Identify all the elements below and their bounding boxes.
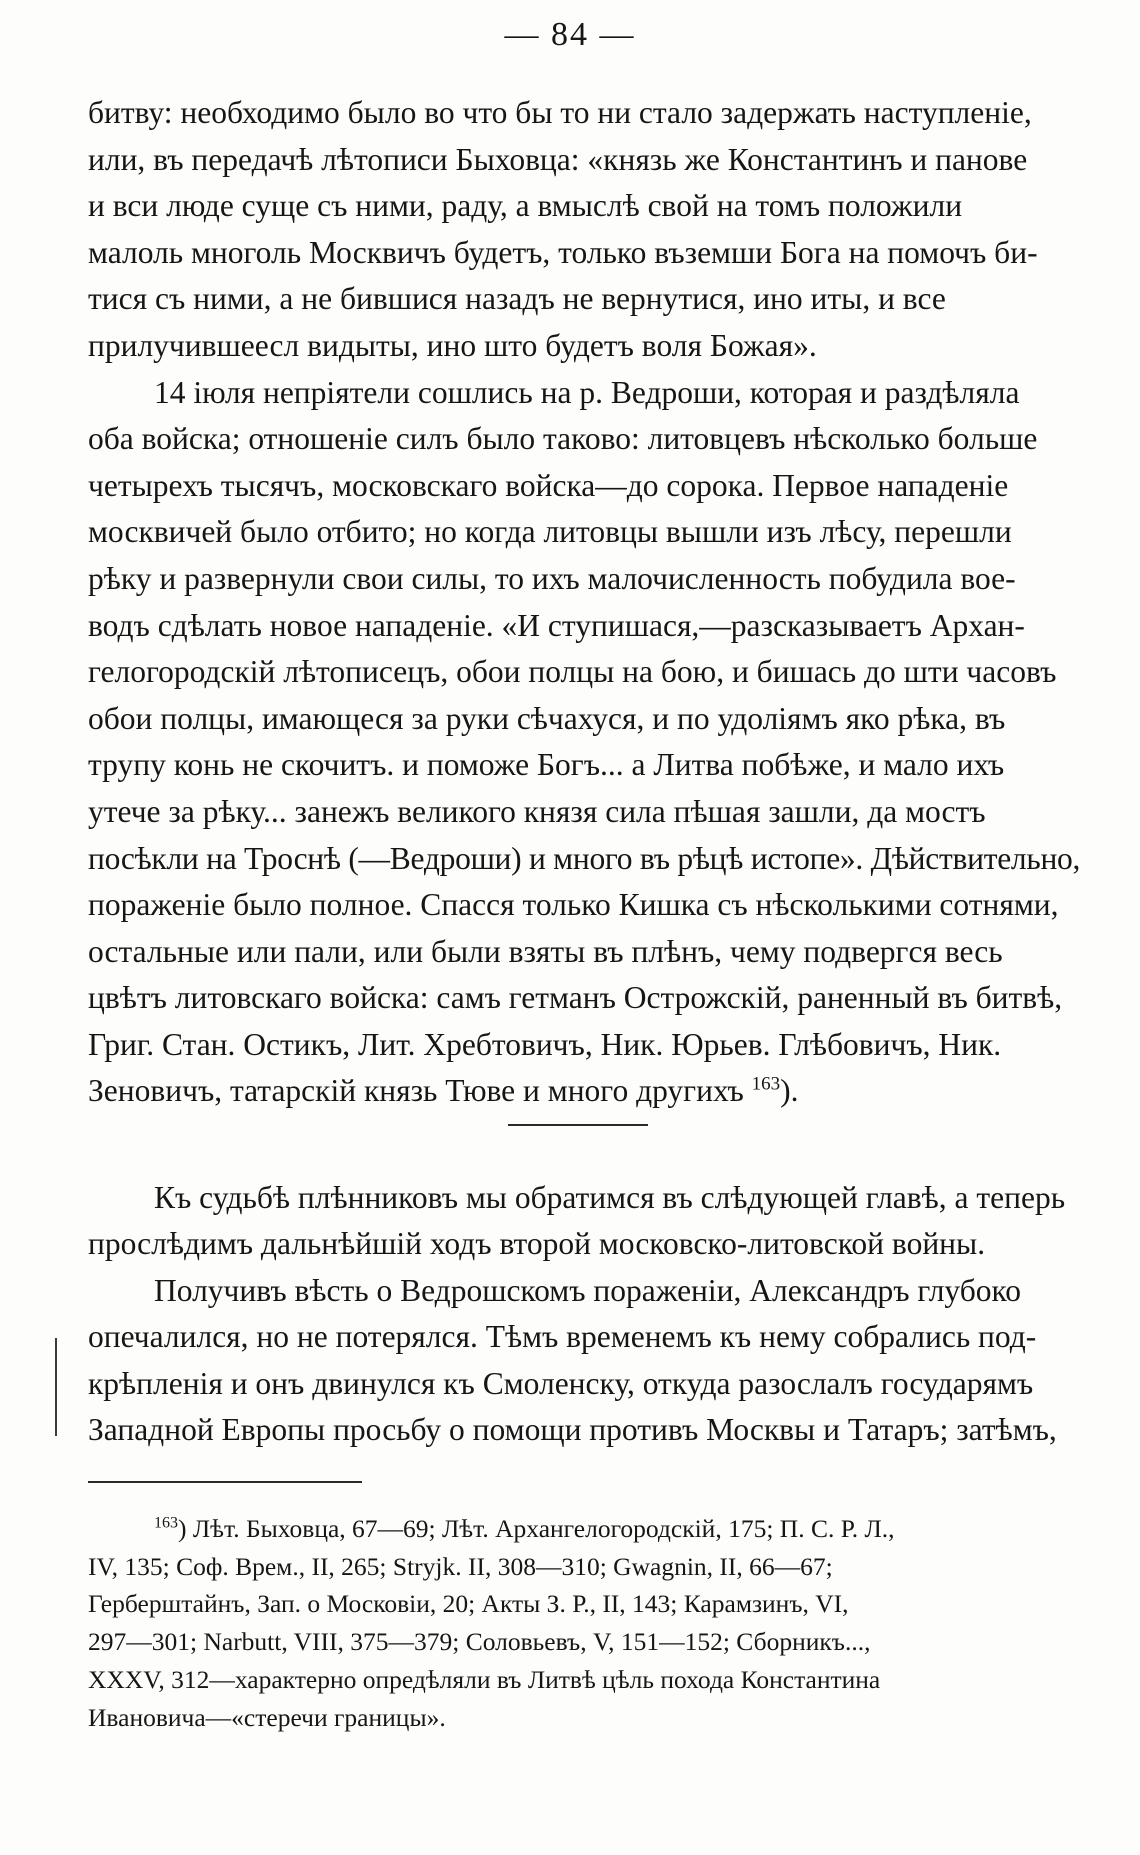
footnote-number: 163 [154,1514,178,1532]
text-line: москвичей было отбито; но когда литовцы вышли изъ лѣсу, перешли [88,514,1012,550]
margin-pencil-mark [55,1338,57,1436]
footnotes-block [88,1510,1080,1736]
text-line: опечалился, но не потерялся. Тѣмъ временемъ къ нему собрались под- [88,1319,1037,1355]
paragraph-battle-decision [88,90,1080,370]
text-line: малоль многоль Москвичъ будетъ, только въземши Бога на помочъ би- [88,234,1038,270]
text-line: остальные или пали, или были взяты въ плѣнъ, чему подвергся весь [88,933,1003,969]
text-line: посѣкли на Троснѣ (—Ведроши) и много въ рѣцѣ истопе». Дѣйствительно, [88,840,1081,876]
text-line: или, въ передачѣ лѣтописи Быховца: «князь же Константинъ и панове [88,141,1028,177]
text-line: Западной Европы просьбу о помощи противъ Москвы и Татаръ; затѣмъ, [88,1412,1057,1448]
text-line: Получивъ вѣсть о Ведрошскомъ пораженіи, Александръ глубоко [154,1272,1021,1308]
footnote-line: Ивановича—«стеречи границы». [88,1702,446,1732]
text-line: тися съ ними, а не бившися назадъ не вернутися, ино иты, и все [88,281,946,317]
paragraph-alexander [88,1268,1080,1454]
continuation-text-block [88,1175,1080,1453]
text-line: крѣпленія и онъ двинулся къ Смоленску, откуда разослалъ государямъ [88,1365,1034,1401]
text-line: прилучившеесл видыты, ино што будетъ воля Божая». [88,327,817,363]
footnote-divider [88,1481,362,1483]
text-line: Григ. Стан. Остикъ, Лит. Хребтовичъ, Ник. Юрьев. Глѣбовичъ, Ник. [88,1026,1002,1062]
footnote-line: Герберштайнъ, Зап. о Московіи, 20; Акты З. Р., II, 143; Карамзинъ, VI, [88,1589,849,1619]
text-line-last [88,1068,1080,1115]
text-line: пораженіе было полное. Спасся только Кишка съ нѣсколькими сотнями, [88,887,1059,923]
text-line: битву: необходимо было во что бы то ни стало задержать наступленіе, [88,95,1032,130]
text-line: прослѣдимъ дальнѣйшій ходъ второй московско-литовской войны. [88,1226,986,1262]
text-line: четырехъ тысячъ, московскаго войска—до сорока. Первое нападеніе [88,467,1009,503]
section-divider [508,1124,648,1126]
text-line: трупу конь не скочитъ. и поможе Богъ... а Литва побѣже, и мало ихъ [88,747,1005,783]
text-line: оба войска; отношеніе силъ было таково: литовцевъ нѣсколько больше [88,421,1038,457]
footnote-line: 297—301; Narbutt, VIII, 375—379; Соловьевъ, V, 151—152; Сборникъ..., [88,1627,871,1657]
paragraph-transition [88,1175,1080,1268]
text-line: обои полцы, имающеся за руки сѣчахуся, и по удоліямъ яко рѣка, въ [88,700,1006,736]
text-line: гелогородскій лѣтописецъ, обои полцы на бою, и бишась до шти часовъ [88,654,1057,690]
page-number: — 84 — [504,16,636,53]
text-line: рѣку и развернули свои силы, то ихъ малочисленность побудила вое- [88,560,1016,596]
footnote-line: IV, 135; Соф. Врем., II, 265; Stryjk. II, 308—310; Gwagnin, II, 66—67; [88,1551,833,1581]
text-line: Зеновичъ, татарскій князь Тюве и много другихъ [88,1073,744,1109]
text-line: 14 іюля непріятели сошлись на р. Ведроши, которая и раздѣляла [154,374,1020,410]
text-line: Къ судьбѣ плѣнниковъ мы обратимся въ слѣдующей главѣ, а теперь [154,1180,1066,1215]
text-line: утече за рѣку... занежъ великого князя сила пѣшая зашли, да мостъ [88,793,986,829]
text-line: и вси люде суще съ ними, раду, а вмыслѣ свой на томъ положили [88,188,963,224]
footnote-line: XXXV, 312—характерно опредѣляли въ Литвѣ цѣль похода Константина [88,1664,881,1694]
text-line: цвѣтъ литовскаго войска: самъ гетманъ Острожскій, раненный въ битвѣ, [88,980,1063,1016]
footnote-reference: 163 [751,1073,781,1095]
text-line-end: ). [780,1073,799,1109]
text-line: водъ сдѣлать новое нападеніе. «И ступишася,—разсказываетъ Архан- [88,607,1025,643]
footnote-line [88,1510,1080,1548]
main-text-block [88,90,1080,1115]
paragraph-vedrosha-battle [88,370,1080,1116]
footnote-text: ) Лѣт. Быховца, 67—69; Лѣт. Архангелогородскій, 175; П. С. Р. Л., [178,1514,895,1543]
